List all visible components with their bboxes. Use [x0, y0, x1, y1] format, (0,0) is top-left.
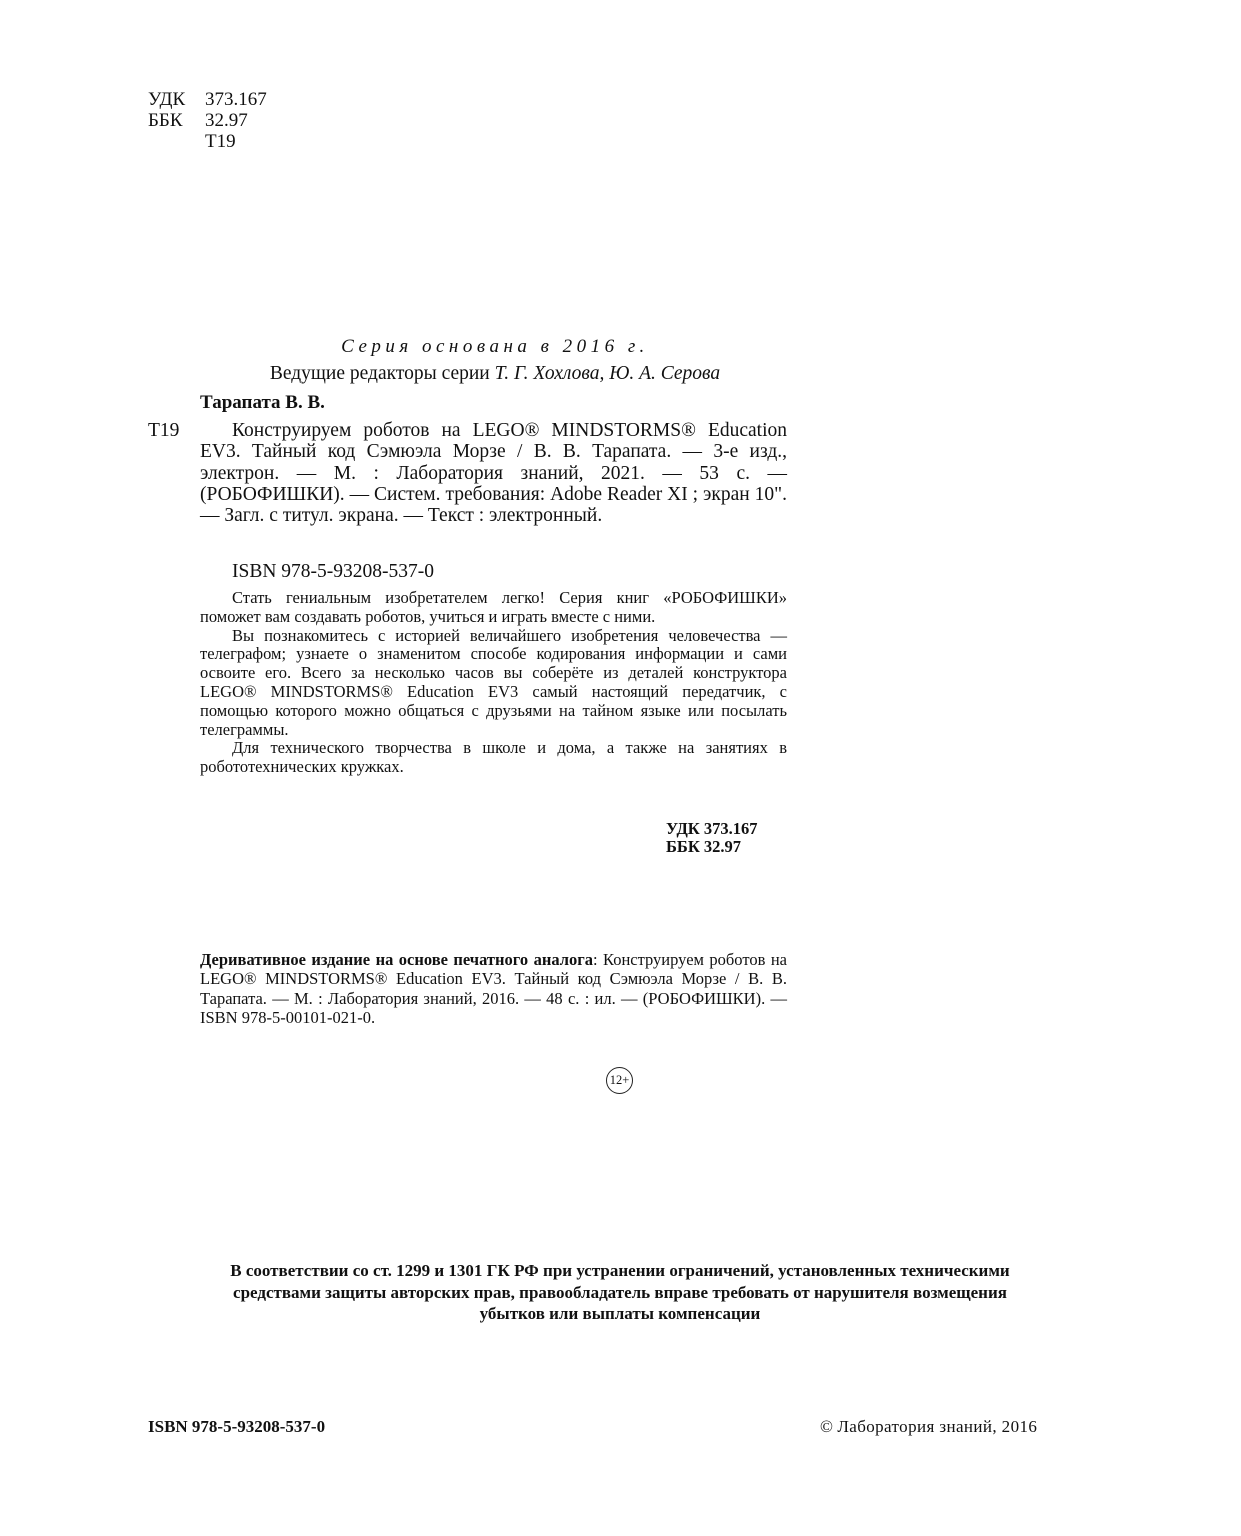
derivative-text: : Конструируем роботов на LEGO® MINDSTORMS® Education EV3. Тайный код Сэмюэла Морзе / В. В. Тарапата. — М. : Лаборатория знаний, 2016. — 48 с. : ил. — (РОБОФИШКИ). — ISBN 978-5-00101-021-0. — [200, 950, 787, 1027]
abstract-paragraph: Стать гениальным изобретателем легко! Серия книг «РОБОФИШКИ» поможет вам создавать роботов, учиться и играть вместе с ними. — [200, 588, 787, 626]
copyright-icon: © — [820, 1417, 834, 1436]
udk-value: 373.167 — [205, 89, 267, 110]
classification-codes-top — [148, 89, 267, 152]
bbk-code: ББК 32.97 — [666, 837, 742, 856]
derivative-edition-note — [200, 950, 787, 1027]
copyright-text: Лаборатория знаний, 2016 — [837, 1417, 1038, 1436]
author-sign: Т19 — [205, 131, 236, 152]
author-name: Тарапата В. В. — [200, 392, 325, 413]
author-sign-margin: Т19 — [148, 420, 180, 441]
abstract-paragraph: Вы познакомитесь с историей величайшего изобретения человечества — телеграфом; узнаете о знаменитом способе кодирования информации и сами освоите его. Всего за несколько часов вы соберёте из деталей конструктора LEGO® MINDSTORMS® Education EV3 самый настоящий передатчик, с помощью которого можно общаться с друзьями на тайном языке или посылать телеграммы. — [200, 625, 787, 739]
bibliographic-description: Конструируем роботов на LEGO® MINDSTORMS® Education EV3. Тайный код Сэмюэла Морзе / В. В. Тарапата. — 3-е изд., электрон. — М. : Лаборатория знаний, 2021. — 53 с. — (РОБОФИШКИ). — Систем. требования: Adobe Reader XI ; экран 10". — Загл. с титул. экрана. — Текст : электронный. — [200, 420, 787, 527]
derivative-lead: Деривативное издание на основе печатного аналога — [200, 950, 593, 969]
isbn-line: ISBN 978-5-93208-537-0 — [232, 561, 435, 582]
editors-label: Ведущие редакторы серии — [269, 363, 490, 384]
series-editors — [200, 363, 790, 385]
legal-notice: В соответствии со ст. 1299 и 1301 ГК РФ при устранении ограничений, установленных техническими средствами защиты авторских прав, правообладатель вправе требовать от нарушителя возмещения убытков или выплаты компенсации — [230, 1261, 1010, 1323]
classification-codes-bottom — [666, 820, 758, 856]
footer-copyright — [820, 1417, 1037, 1437]
editors-names: Т. Г. Хохлова, Ю. А. Серова — [494, 363, 721, 384]
abstract — [200, 589, 787, 777]
footer-isbn: ISBN 978-5-93208-537-0 — [148, 1417, 326, 1436]
bbk-value: 32.97 — [205, 110, 248, 131]
abstract-paragraph: Для технического творчества в школе и дома, а также на занятиях в робототехнических кружках. — [200, 738, 787, 777]
bbk-label: ББК — [148, 110, 183, 131]
udk-label: УДК — [148, 89, 186, 110]
udk-code: УДК 373.167 — [666, 819, 758, 838]
series-founded: Серия основана в 2016 г. — [341, 336, 649, 357]
age-rating-badge: 12+ — [606, 1067, 633, 1094]
